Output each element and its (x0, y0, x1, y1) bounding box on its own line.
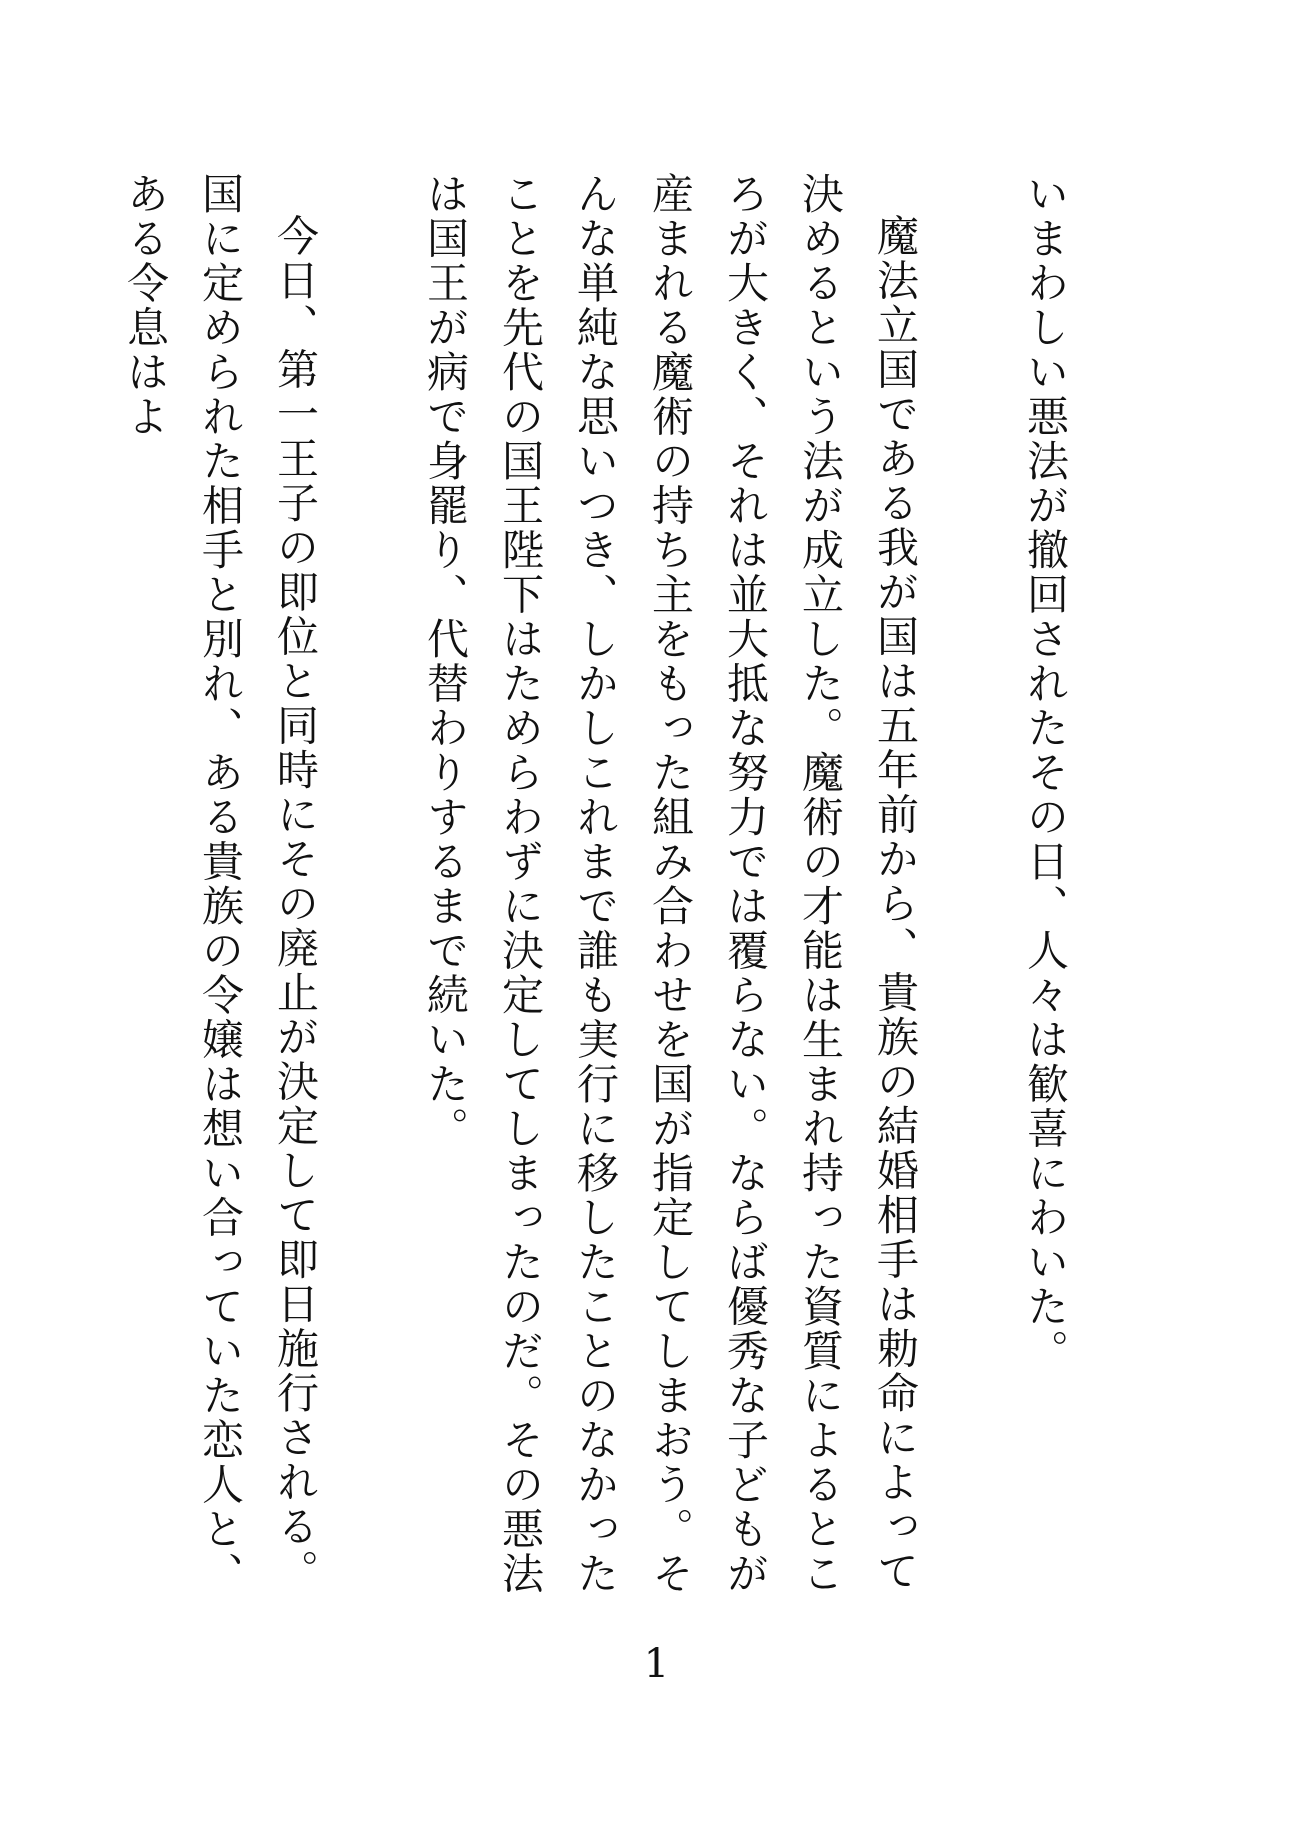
paragraph-2: 魔法立国である我が国は五年前から、貴族の結婚相手は勅命によって決めるという法が成立した。魔術の才能は生まれ持った資質によるところが大きく、それは並大抵な努力では覆らない。ならば優秀な子どもが産まれる魔術の持ち主をもった組み合わせを国が指定してしまおう。そんな単純な思いつき、しかしこれまで誰も実行に移したことのなかったことを先代の国王陛下はためらわずに決定してしまったのだ。その悪法は国王が病で身罷り、代替わりするまで続いた。 (421, 172, 920, 1596)
paragraph-1: いまわしい悪法が撤回されたその日、人々は歓喜にわいた。 (1021, 172, 1070, 1374)
blank-line (933, 172, 1008, 1622)
paragraph-3: 今日、第一王子の即位と同時にその廃止が決定して即日施行される。国に定められた相手と別れ、ある貴族の令嬢は想い合っていた恋人と、ある令息はよ (121, 172, 320, 1596)
vertical-text-body (121, 172, 1083, 1622)
page-number: 1 (643, 1641, 670, 1687)
blank-line (333, 172, 408, 1622)
